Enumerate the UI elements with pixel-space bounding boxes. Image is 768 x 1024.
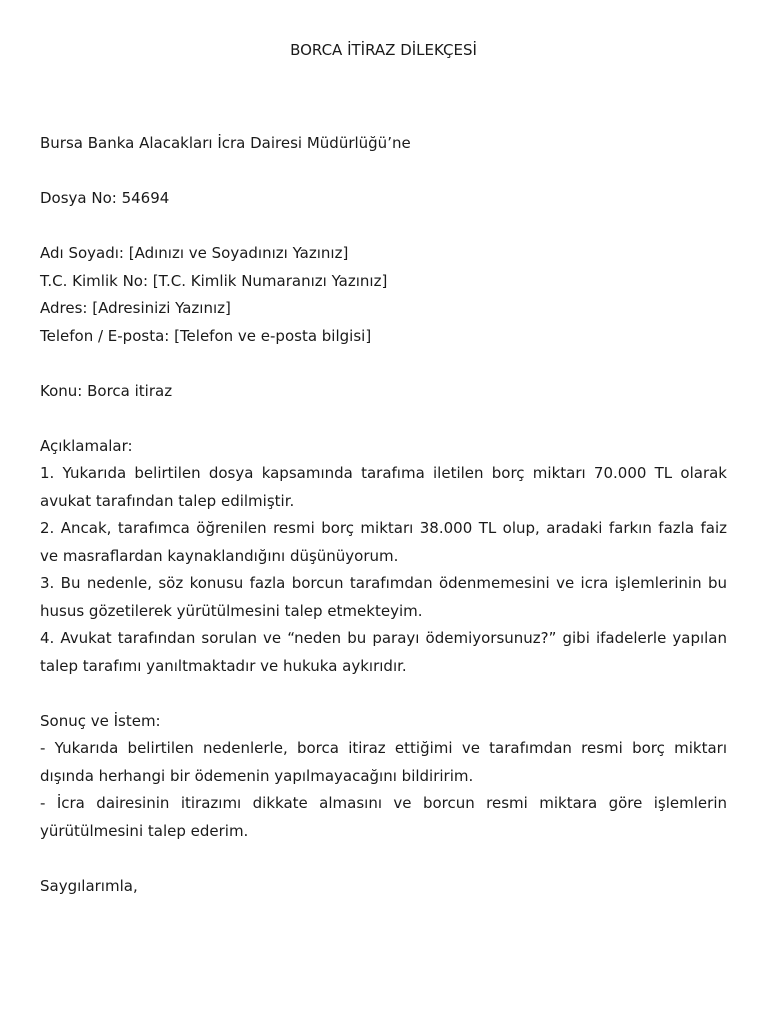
spacer (40, 680, 727, 708)
addressee: Bursa Banka Alacakları İcra Dairesi Müdürlüğü’ne (40, 134, 411, 152)
explanations-heading: Açıklamalar: (40, 436, 133, 455)
file-number: Dosya No: 54694 (40, 189, 170, 207)
document-title: BORCA İTİRAZ DİLEKÇESİ (290, 41, 477, 59)
explanation-item: 4. Avukat tarafından sorulan ve “neden bu parayı ödemiyorsunuz?” gibi ifadelerle yapılan talep tarafımı yanıltmaktadır ve hukuka aykırıdır. (40, 629, 727, 675)
id-number-field: T.C. Kimlik No: [T.C. Kimlik Numaranızı Yazınız] (40, 271, 388, 290)
explanation-item: 2. Ancak, tarafımca öğrenilen resmi borç miktarı 38.000 TL olup, aradaki farkın fazla faiz ve masraflardan kaynaklandığını düşünüyorum. (40, 519, 727, 565)
spacer (40, 213, 727, 241)
explanation-item: 1. Yukarıda belirtilen dosya kapsamında tarafıma iletilen borç miktarı 70.000 TL olarak avukat tarafından talep edilmiştir. (40, 464, 727, 510)
address-field: Adres: [Adresinizi Yazınız] (40, 299, 231, 317)
request-item: - Yukarıda belirtilen nedenlerle, borca itiraz ettiğimi ve tarafımdan resmi borç miktarı dışında herhangi bir ödemenin yapılmayacağını bildiririm. (40, 739, 727, 785)
document-body (40, 130, 727, 900)
explanation-item: 3. Bu nedenle, söz konusu fazla borcun tarafımdan ödenmemesini ve icra işlemlerinin bu husus gözetilerek yürütülmesini talep etmekteyim. (40, 574, 727, 620)
name-field: Adı Soyadı: [Adınızı ve Soyadınızı Yazınız] (40, 244, 349, 262)
request-item: - İcra dairesinin itirazımı dikkate almasını ve borcun resmi miktara göre işlemlerin yürütülmesini talep ederim. (40, 794, 727, 840)
spacer (40, 845, 727, 873)
contact-field: Telefon / E-posta: [Telefon ve e-posta bilgisi] (40, 326, 372, 345)
spacer (40, 158, 727, 186)
result-heading: Sonuç ve İstem: (40, 711, 161, 730)
closing: Saygılarımla, (40, 876, 138, 895)
subject-line: Konu: Borca itiraz (40, 381, 173, 400)
spacer (40, 405, 727, 433)
spacer (40, 350, 727, 378)
